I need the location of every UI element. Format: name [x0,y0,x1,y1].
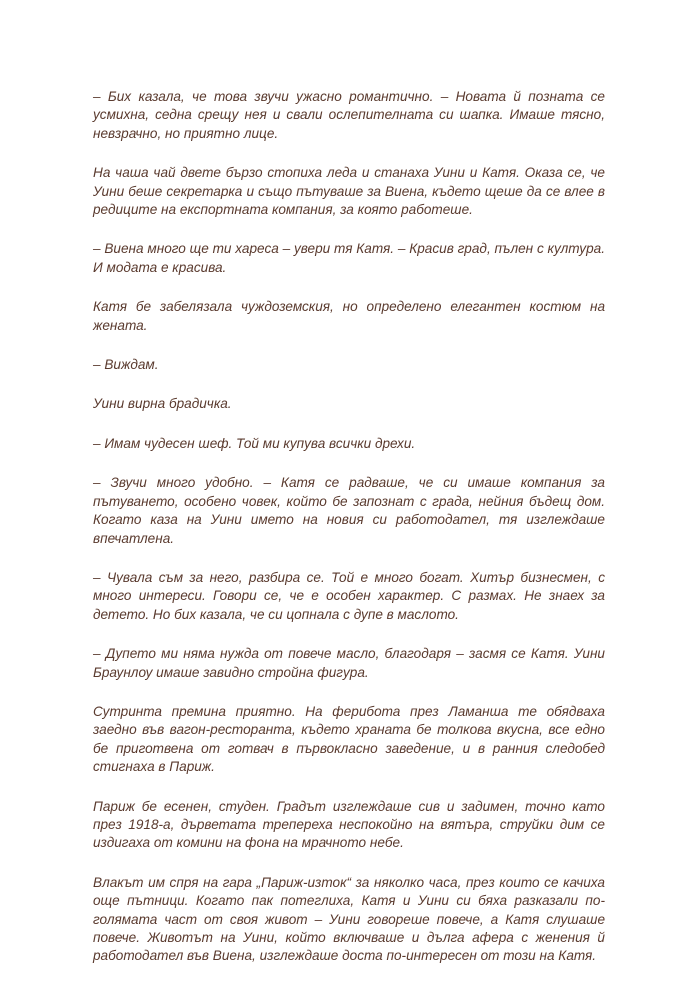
paragraph: – Звучи много удобно. – Катя се радваше, че си имаше компания за пътуването, особено човек, който бе запознат с града, нейния бъдещ дом. Когато каза на Уини името на новия си работодател, тя изглеждаше впечатлена. [93,475,605,546]
paragraph: – Имам чудесен шеф. Той ми купува всички дрехи. [93,435,416,451]
paragraph: – Чувала съм за него, разбира се. Той е много богат. Хитър бизнесмен, с много интереси. Говори се, че е особен характер. С размах. Не знаех за детето. Но бих казала, че си цопнала с дупе в маслото. [93,569,605,622]
text-column [93,88,605,987]
paragraph: – Виена много ще ти хареса – увери тя Катя. – Красив град, пълен с култура. И модата е красива. [93,241,605,275]
paragraph: – Бих казала, че това звучи ужасно романтично. – Новата й позната се усмихна, седна срещу нея и свали ослепителната си шапка. Имаше тясно, невзрачно, но приятно лице. [93,89,605,141]
paragraph: Катя бе забелязала чуждоземския, но определено елегантен костюм на жената. [93,299,605,333]
paragraph: Уини вирна брадичка. [93,396,232,412]
paragraph: – Виждам. [93,357,159,373]
paragraph: Сутринта премина приятно. На ферибота през Ламанша те обядваха заедно във вагон-ресторанта, където храната бе толкова вкусна, все едно бе приготвена от готвач в първокласно заведение, и в ранния следобед стигнаха в Париж. [93,703,605,775]
paragraph: Париж бе есенен, студен. Градът изглеждаше сив и задимен, точно като през 1918-а, дърветата трепереха неспокойно на вятъра, струйки дим се издигаха от комини на фона на мрачното небе. [93,798,605,851]
paragraph: Влакът им спря на гара „Париж-изток“ за няколко часа, през които се качиха още пътници. Когато пак потеглиха, Катя и Уини си бяха разказали по-голямата част от своя живот – Уини говореше повече, а Катя слушаше повече. Животът на Уини, който включваше и дълга афера с женения й работодател във Виена, изглеждаше доста по-интересен от този на Катя. [93,874,605,964]
paragraph: – Дупето ми няма нужда от повече масло, благодаря – засмя се Катя. Уини Браунлоу имаше завидно стройна фигура. [93,646,605,680]
paragraph: На чаша чай двете бързо стопиха леда и станаха Уини и Катя. Оказа се, че Уини беше секретарка и също пътуваше за Виена, където щеше да се влее в редиците на експортната компания, за която работеше. [93,165,605,218]
